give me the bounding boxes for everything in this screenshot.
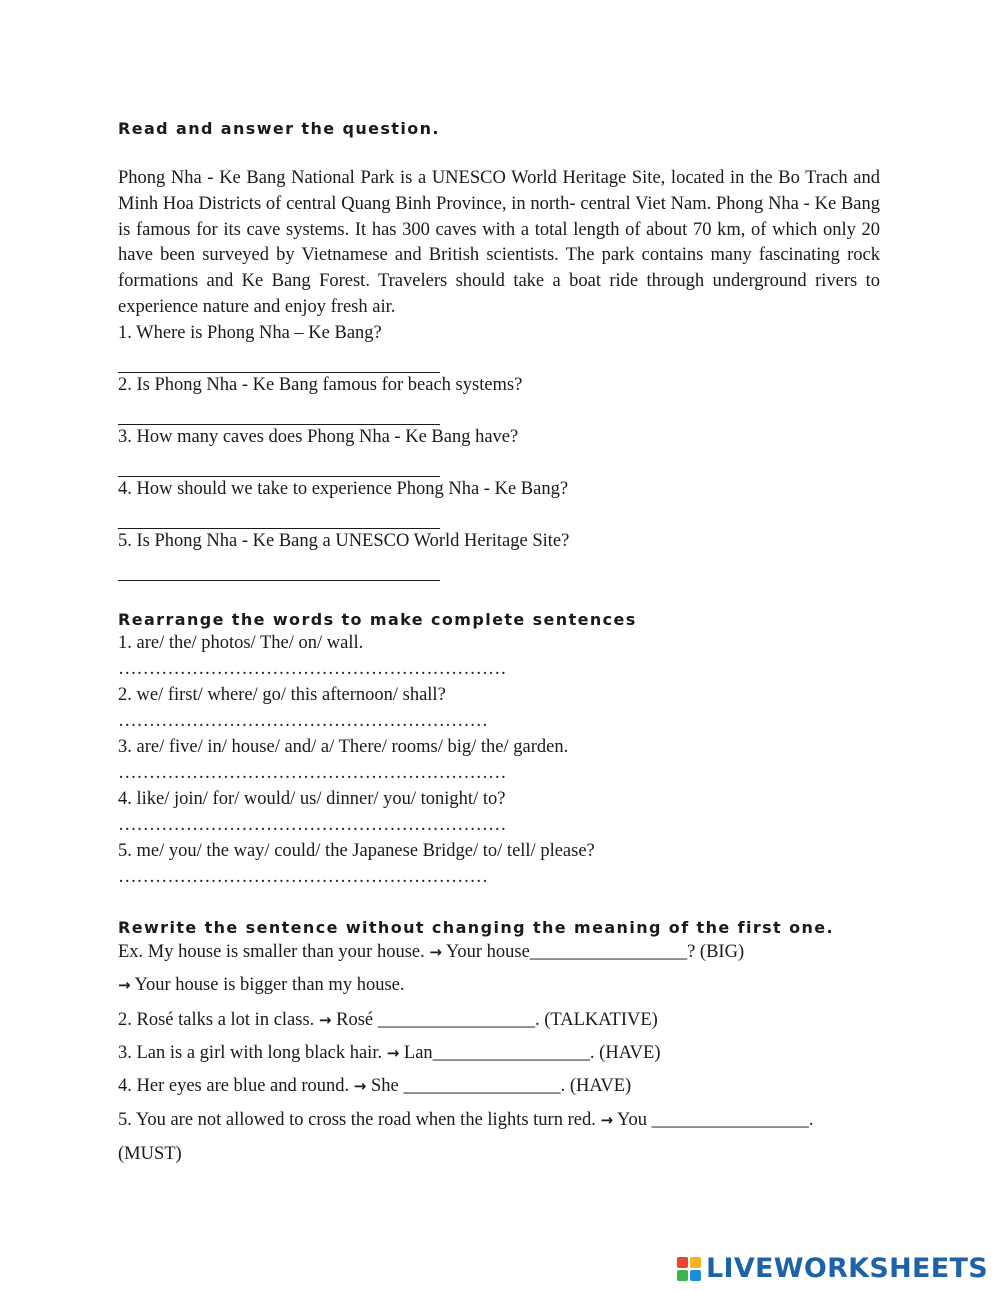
rearrange-heading: Rearrange the words to make complete sentences <box>118 610 637 629</box>
rewrite-item-prefix: 4. Her eyes are blue and round. <box>118 1076 354 1096</box>
rearrange-answer-5[interactable]: …………………………………………………… <box>118 867 488 887</box>
question-2: 2. Is Phong Nha - Ke Bang famous for beach systems? <box>118 375 523 395</box>
liveworksheets-logo-text: LIVEWORKSHEETS <box>705 1253 988 1284</box>
arrow-right-icon: → <box>386 1044 400 1062</box>
rearrange-item-1: 1. are/ the/ photos/ The/ on/ wall. <box>118 633 364 653</box>
rewrite-item-4[interactable] <box>118 1076 631 1097</box>
rewrite-heading: Rewrite the sentence without changing the meaning of the first one. <box>118 918 834 937</box>
example-prefix: Ex. My house is smaller than your house. <box>118 942 430 962</box>
rearrange-answer-2[interactable]: …………………………………………………… <box>118 711 488 731</box>
rewrite-item-prefix: 3. Lan is a girl with long black hair. <box>118 1043 387 1063</box>
answer-line-2[interactable] <box>118 424 440 425</box>
rewrite-item-5-cue: (MUST) <box>118 1144 182 1164</box>
question-5: 5. Is Phong Nha - Ke Bang a UNESCO World Heritage Site? <box>118 531 570 551</box>
answer-line-1[interactable] <box>118 372 440 373</box>
rewrite-item-2[interactable] <box>118 1010 658 1031</box>
rearrange-item-4: 4. like/ join/ for/ would/ us/ dinner/ you/ tonight/ to? <box>118 789 506 809</box>
question-1: 1. Where is Phong Nha – Ke Bang? <box>118 323 382 343</box>
question-4: 4. How should we take to experience Phong Nha - Ke Bang? <box>118 479 569 499</box>
rearrange-item-2: 2. we/ first/ where/ go/ this afternoon/ shall? <box>118 685 446 705</box>
rearrange-item-3: 3. are/ five/ in/ house/ and/ a/ There/ rooms/ big/ the/ garden. <box>118 737 569 757</box>
arrow-right-icon: → <box>318 1011 332 1029</box>
question-3: 3. How many caves does Phong Nha - Ke Bang have? <box>118 427 519 447</box>
arrow-right-icon: → <box>600 1111 614 1129</box>
rewrite-item-prefix: 2. Rosé talks a lot in class. <box>118 1010 319 1030</box>
answer-line-5[interactable] <box>118 580 440 581</box>
rewrite-item-rest[interactable]: You _________________. <box>613 1110 814 1130</box>
rearrange-item-5: 5. me/ you/ the way/ could/ the Japanese Bridge/ to/ tell/ please? <box>118 841 595 861</box>
rewrite-item-rest[interactable]: Lan_________________. (HAVE) <box>399 1043 661 1063</box>
answer-line-4[interactable] <box>118 528 440 529</box>
arrow-right-icon: → <box>429 943 442 961</box>
rewrite-item-3[interactable] <box>118 1043 661 1064</box>
rearrange-answer-3[interactable]: ……………………………………………………… <box>118 763 507 783</box>
answer-line-3[interactable] <box>118 476 440 477</box>
liveworksheets-logo <box>677 1253 988 1284</box>
rearrange-answer-4[interactable]: ……………………………………………………… <box>118 815 507 835</box>
rewrite-item-rest[interactable]: She _________________. (HAVE) <box>366 1076 632 1096</box>
logo-square-red <box>677 1257 688 1268</box>
rewrite-item-rest[interactable]: Rosé _________________. (TALKATIVE) <box>331 1010 658 1030</box>
rewrite-item-5[interactable] <box>118 1110 814 1131</box>
logo-square-green <box>677 1270 688 1281</box>
rearrange-answer-1[interactable]: ……………………………………………………… <box>118 659 507 679</box>
arrow-right-icon: → <box>353 1077 367 1095</box>
logo-square-blue <box>690 1270 701 1281</box>
reading-heading: Read and answer the question. <box>118 119 440 138</box>
arrow-right-icon: → <box>118 976 131 994</box>
example-answer-text: Your house is bigger than my house. <box>130 975 405 995</box>
liveworksheets-logo-icon <box>677 1257 701 1281</box>
rewrite-example-answer <box>118 975 404 996</box>
rewrite-example <box>118 942 744 963</box>
rewrite-item-prefix: 5. You are not allowed to cross the road when the lights turn red. <box>118 1110 601 1130</box>
example-rest: Your house_________________? (BIG) <box>441 942 745 962</box>
logo-square-yellow <box>690 1257 701 1268</box>
reading-passage: Phong Nha - Ke Bang National Park is a UNESCO World Heritage Site, located in the Bo Trach and Minh Hoa Districts of central Quang Binh Province, in north- central Viet Nam. Phong Nha - Ke Bang is famous for its cave systems. It has 300 caves with a total length of about 70 km, of which only 20 have been surveyed by Vietnamese and British scientists. The park contains many fascinating rock formations and Ke Bang Forest. Travelers should take a boat ride through underground rivers to experience nature and enjoy fresh air. <box>118 168 880 317</box>
